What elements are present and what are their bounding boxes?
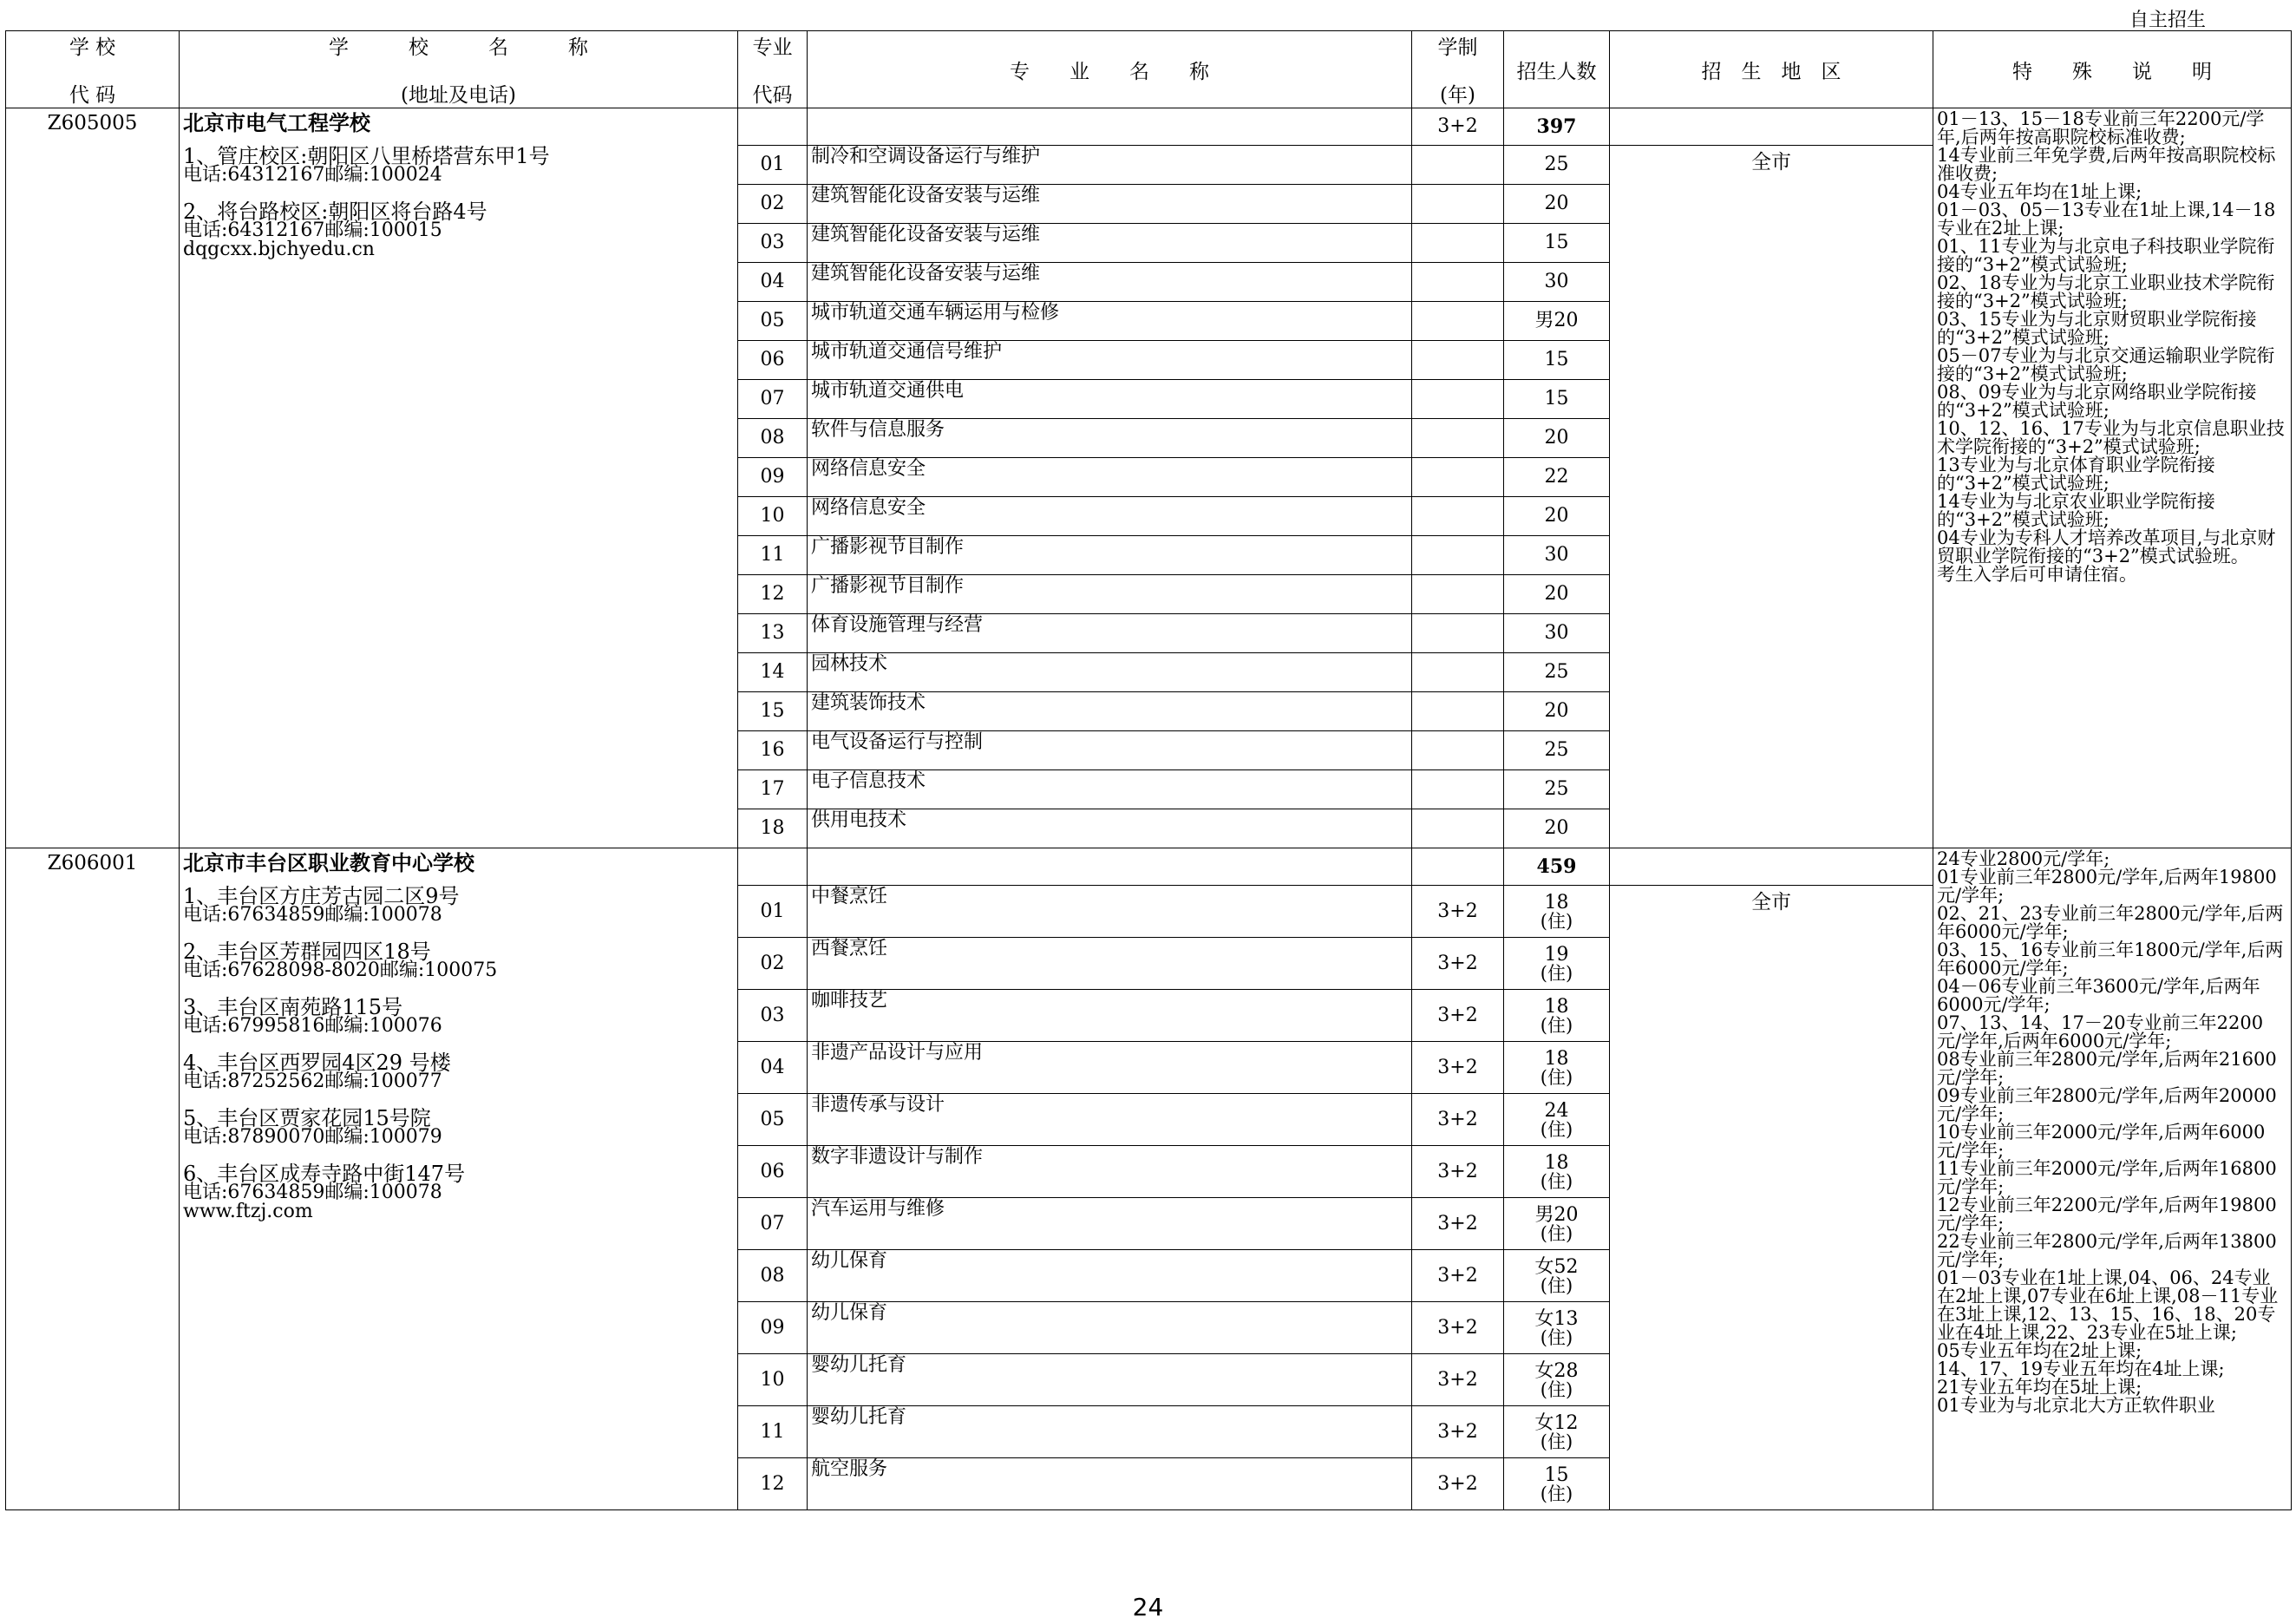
major-name: 电气设备运行与控制 [808,731,1412,770]
campus-zip: 邮编:100075 [379,959,498,981]
major-duration [1412,770,1504,809]
campus-zip: 邮编:100077 [324,1071,442,1092]
major-code: 02 [738,185,808,224]
school-total-row [6,848,2292,886]
campus-address-block [183,1053,734,1091]
major-duration: 3+2 [1412,1042,1504,1094]
note-line: 10、12、16、17专业为与北京信息职业技术学院衔接的“3+2”模式试验班; [1937,418,2285,457]
note-line: 21专业五年均在5址上课; [1937,1377,2142,1398]
major-enrollment [1504,1406,1610,1458]
lodging-mark: (住) [1540,1170,1573,1192]
school-code: Z606001 [6,848,180,1510]
major-code: 08 [738,1250,808,1302]
major-duration [1412,614,1504,653]
campus-address: 2、将台路校区:朝阳区将台路4号 [183,200,487,224]
note-line: 05专业五年均在2址上课; [1937,1340,2142,1361]
campus-phone: 电话:67628098-8020 [183,959,380,981]
note-line: 01－03专业在1址上课,04、06、24专业在2址上课,07专业在6址上课,08－11专业在3址上课,12、13、15、16、18、20专业在4址上课,22、23专业在5址上课; [1937,1267,2279,1343]
major-name: 软件与信息服务 [808,419,1412,458]
major-name: 城市轨道交通信号维护 [808,341,1412,380]
major-duration [1412,302,1504,341]
major-duration [1412,185,1504,224]
campus-address: 1、管庄校区:朝阳区八里桥塔营东甲1号 [183,144,550,168]
enrollment-count: 18 [1544,891,1569,914]
major-code: 16 [738,731,808,770]
note-line: 03、15、16专业前三年1800元/学年,后两年6000元/学年; [1937,940,2284,979]
major-duration [1412,536,1504,575]
note-line: 02、21、23专业前三年2800元/学年,后两年6000元/学年; [1937,903,2284,942]
major-code: 01 [738,886,808,938]
school-name: 北京市电气工程学校 [183,110,370,135]
total-major-name [808,848,1412,886]
header-region: 招 生 地 区 [1610,31,1933,108]
lodging-mark: (住) [1540,1378,1573,1400]
major-enrollment [1504,1302,1610,1354]
note-line: 04－06专业前三年3600元/学年,后两年6000元/学年; [1937,976,2260,1015]
note-line: 考生入学后可申请住宿。 [1937,564,2137,585]
campus-address-block [183,884,734,926]
note-line: 14、17、19专业五年均在4址上课; [1937,1359,2225,1379]
major-enrollment: 30 [1504,614,1610,653]
campus-zip: 邮编:100024 [324,164,442,186]
major-duration [1412,419,1504,458]
note-line: 05－07专业为与北京交通运输职业学院衔接的“3+2”模式试验班; [1937,345,2275,384]
major-code: 09 [738,1302,808,1354]
major-name: 西餐烹饪 [808,938,1412,990]
lodging-mark: (住) [1540,1326,1573,1348]
major-duration [1412,731,1504,770]
campus-zip: 邮编:100078 [324,1182,442,1203]
major-name: 建筑装饰技术 [808,692,1412,731]
total-enrollment: 397 [1504,108,1610,146]
major-code: 18 [738,809,808,848]
school-website: dqgcxx.bjchyedu.cn [183,239,375,260]
major-code: 04 [738,1042,808,1094]
major-duration: 3+2 [1412,990,1504,1042]
major-name: 建筑智能化设备安装与运维 [808,263,1412,302]
note-line: 12专业前三年2200元/学年,后两年19800元/学年; [1937,1195,2277,1234]
major-name: 幼儿保育 [808,1302,1412,1354]
header-enrollment: 招生人数 [1504,31,1610,108]
major-code: 17 [738,770,808,809]
total-major-name [808,108,1412,146]
school-name: 北京市丰台区职业教育中心学校 [183,850,474,875]
note-line: 10专业前三年2000元/学年,后两年6000元/学年; [1937,1122,2266,1161]
enrollment-count: 女12 [1534,1411,1579,1434]
major-name: 咖啡技艺 [808,990,1412,1042]
major-duration [1412,263,1504,302]
school-code: Z605005 [6,108,180,848]
major-enrollment [1504,1042,1610,1094]
enrollment-count: 男20 [1534,1203,1579,1226]
major-enrollment [1504,990,1610,1042]
campus-address: 1、丰台区方庄芳古园二区9号 [183,884,460,908]
major-enrollment: 25 [1504,146,1610,185]
major-enrollment: 25 [1504,770,1610,809]
note-line: 02、18专业为与北京工业职业技术学院衔接的“3+2”模式试验班; [1937,272,2275,311]
major-code: 13 [738,614,808,653]
major-name: 体育设施管理与经营 [808,614,1412,653]
major-name: 非遗传承与设计 [808,1094,1412,1146]
major-code: 11 [738,536,808,575]
note-line: 04专业为专科人才培养改革项目,与北京财贸职业学院衔接的“3+2”模式试验班。 [1937,527,2276,566]
campus-address-block [183,995,734,1037]
major-name: 网络信息安全 [808,458,1412,497]
enrollment-count: 女28 [1534,1359,1579,1382]
major-enrollment [1504,1458,1610,1510]
school-info [180,848,738,1510]
major-enrollment: 15 [1504,224,1610,263]
major-duration: 3+2 [1412,1146,1504,1198]
major-code: 03 [738,224,808,263]
total-region [1610,848,1933,886]
campus-address-block [183,1106,734,1148]
campus-zip: 邮编:100078 [324,904,442,926]
major-code: 10 [738,1354,808,1406]
major-enrollment [1504,1250,1610,1302]
total-duration: 3+2 [1412,108,1504,146]
major-name: 广播影视节目制作 [808,536,1412,575]
enrollment-count: 15 [1544,1464,1569,1486]
major-duration [1412,146,1504,185]
campus-phone: 电话:64312167 [183,219,325,241]
major-enrollment: 25 [1504,653,1610,692]
note-line: 03、15专业为与北京财贸职业学院衔接的“3+2”模式试验班; [1937,309,2257,348]
note-line: 01专业为与北京北大方正软件职业 [1937,1395,2215,1416]
page-number: 24 [1132,1593,1164,1621]
major-enrollment: 25 [1504,731,1610,770]
major-code: 07 [738,1198,808,1250]
major-duration: 3+2 [1412,1458,1504,1510]
major-name: 建筑智能化设备安装与运维 [808,224,1412,263]
enrollment-table [5,30,2292,1510]
campus-zip: 邮编:100076 [324,1015,442,1037]
major-code: 05 [738,1094,808,1146]
major-duration: 3+2 [1412,886,1504,938]
special-notes [1933,108,2292,848]
enrollment-count: 18 [1544,1047,1569,1070]
lodging-mark: (住) [1540,1483,1573,1504]
header-duration: 学制 (年) [1412,31,1504,108]
campus-phone: 电话:64312167 [183,164,325,186]
major-name: 城市轨道交通供电 [808,380,1412,419]
campus-address: 3、丰台区南苑路115号 [183,995,403,1019]
major-name: 城市轨道交通车辆运用与检修 [808,302,1412,341]
major-code: 08 [738,419,808,458]
major-name: 幼儿保育 [808,1250,1412,1302]
major-code: 02 [738,938,808,990]
note-line: 13专业为与北京体育职业学院衔接的“3+2”模式试验班; [1937,455,2215,494]
enrollment-count: 18 [1544,1151,1569,1174]
major-code: 12 [738,1458,808,1510]
major-enrollment: 20 [1504,575,1610,614]
major-code: 03 [738,990,808,1042]
note-line: 14专业前三年免学费,后两年按高职院校标准收费; [1937,145,2276,184]
school-total-row [6,108,2292,146]
major-duration: 3+2 [1412,1354,1504,1406]
major-enrollment: 20 [1504,419,1610,458]
major-code: 04 [738,263,808,302]
total-major-code [738,848,808,886]
campus-address: 6、丰台区成寿寺路中街147号 [183,1162,466,1186]
major-enrollment: 22 [1504,458,1610,497]
major-code: 15 [738,692,808,731]
note-line: 08专业前三年2800元/学年,后两年21600元/学年; [1937,1049,2277,1088]
major-name: 航空服务 [808,1458,1412,1510]
major-enrollment: 15 [1504,380,1610,419]
major-name: 电子信息技术 [808,770,1412,809]
major-enrollment: 20 [1504,809,1610,848]
note-line: 01－13、15－18专业前三年2200元/学年,后两年按高职院校标准收费; [1937,108,2265,147]
major-duration [1412,692,1504,731]
note-line: 01－03、05－13专业在1址上课,14－18专业在2址上课; [1937,200,2276,239]
total-region [1610,108,1933,146]
note-line: 01、11专业为与北京电子科技职业学院衔接的“3+2”模式试验班; [1937,236,2275,275]
major-name: 建筑智能化设备安装与运维 [808,185,1412,224]
campus-phone: 电话:87890070 [183,1126,325,1148]
lodging-mark: (住) [1540,1274,1573,1296]
campus-zip: 邮编:100079 [324,1126,442,1148]
major-duration [1412,575,1504,614]
lodging-mark: (住) [1540,1222,1573,1244]
major-name: 非遗产品设计与应用 [808,1042,1412,1094]
enrollment-region: 全市 [1610,146,1933,848]
header-school-code: 学 校 代 码 [6,31,180,108]
major-code: 07 [738,380,808,419]
header-major-name: 专 业 名 称 [808,31,1412,108]
major-code: 11 [738,1406,808,1458]
major-name: 婴幼儿托育 [808,1406,1412,1458]
major-name: 网络信息安全 [808,497,1412,536]
campus-address-block [183,1164,734,1202]
major-code: 14 [738,653,808,692]
major-enrollment [1504,1354,1610,1406]
major-enrollment [1504,1198,1610,1250]
major-enrollment [1504,886,1610,938]
note-line: 01专业前三年2800元/学年,后两年19800元/学年; [1937,867,2277,906]
major-code: 12 [738,575,808,614]
major-enrollment: 男20 [1504,302,1610,341]
campus-address: 2、丰台区芳群园四区18号 [183,940,431,964]
campus-address: 4、丰台区西罗园4区29 号楼 [183,1051,451,1075]
major-enrollment: 30 [1504,536,1610,575]
total-duration [1412,848,1504,886]
major-duration: 3+2 [1412,1250,1504,1302]
major-enrollment [1504,1146,1610,1198]
major-name: 汽车运用与维修 [808,1198,1412,1250]
major-duration [1412,458,1504,497]
note-line: 07、13、14、17－20专业前三年2200元/学年,后两年6000元/学年; [1937,1012,2264,1051]
major-duration: 3+2 [1412,938,1504,990]
header-school-name: 学 校 名 称 (地址及电话) [180,31,738,108]
note-line: 04专业五年均在1址上课; [1937,181,2142,202]
major-duration [1412,380,1504,419]
major-code: 06 [738,341,808,380]
enrollment-count: 女52 [1534,1255,1579,1278]
header-notes: 特 殊 说 明 [1933,31,2292,108]
lodging-mark: (住) [1540,1431,1573,1452]
note-line: 24专业2800元/学年; [1937,848,2110,869]
major-duration [1412,653,1504,692]
major-name: 中餐烹饪 [808,886,1412,938]
school-info [180,108,738,848]
campus-address-block [183,144,734,186]
major-code: 10 [738,497,808,536]
major-code: 01 [738,146,808,185]
note-line: 09专业前三年2800元/学年,后两年20000元/学年; [1937,1085,2277,1124]
enrollment-count: 24 [1544,1099,1569,1122]
major-name: 广播影视节目制作 [808,575,1412,614]
major-name: 制冷和空调设备运行与维护 [808,146,1412,185]
total-major-code [738,108,808,146]
note-line: 08、09专业为与北京网络职业学院衔接的“3+2”模式试验班; [1937,382,2257,421]
major-enrollment [1504,938,1610,990]
lodging-mark: (住) [1540,962,1573,984]
note-line: 22专业前三年2800元/学年,后两年13800元/学年; [1937,1231,2277,1270]
campus-zip: 邮编:100015 [324,219,442,241]
lodging-mark: (住) [1540,1118,1573,1140]
major-enrollment: 20 [1504,185,1610,224]
campus-address-block [183,942,734,980]
lodging-mark: (住) [1540,1014,1573,1036]
lodging-mark: (住) [1540,910,1573,932]
major-name: 园林技术 [808,653,1412,692]
note-line: 14专业为与北京农业职业学院衔接的“3+2”模式试验班; [1937,491,2215,530]
page-tag: 自主招生 [2129,10,2207,31]
campus-phone: 电话:67634859 [183,1182,325,1203]
enrollment-count: 18 [1544,995,1569,1018]
major-duration [1412,224,1504,263]
campus-phone: 电话:67995816 [183,1015,325,1037]
major-duration: 3+2 [1412,1406,1504,1458]
campus-phone: 电话:67634859 [183,904,325,926]
major-code: 05 [738,302,808,341]
special-notes [1933,848,2292,1510]
major-code: 06 [738,1146,808,1198]
header-major-code: 专业 代码 [738,31,808,108]
enrollment-count: 19 [1544,943,1569,966]
major-enrollment: 15 [1504,341,1610,380]
major-duration: 3+2 [1412,1094,1504,1146]
major-enrollment: 30 [1504,263,1610,302]
campus-address: 5、丰台区贾家花园15号院 [183,1106,431,1130]
major-name: 婴幼儿托育 [808,1354,1412,1406]
major-code: 09 [738,458,808,497]
campus-address-block [183,202,734,240]
note-line: 11专业前三年2000元/学年,后两年16800元/学年; [1937,1158,2277,1197]
major-enrollment [1504,1094,1610,1146]
major-duration [1412,809,1504,848]
major-duration [1412,497,1504,536]
lodging-mark: (住) [1540,1066,1573,1088]
enrollment-region: 全市 [1610,886,1933,1510]
campus-phone: 电话:87252562 [183,1071,325,1092]
total-enrollment: 459 [1504,848,1610,886]
major-name: 数字非遗设计与制作 [808,1146,1412,1198]
major-duration [1412,341,1504,380]
major-enrollment: 20 [1504,497,1610,536]
school-website: www.ftzj.com [183,1201,313,1222]
major-duration: 3+2 [1412,1198,1504,1250]
enrollment-count: 女13 [1534,1307,1579,1330]
major-duration: 3+2 [1412,1302,1504,1354]
major-enrollment: 20 [1504,692,1610,731]
major-name: 供用电技术 [808,809,1412,848]
